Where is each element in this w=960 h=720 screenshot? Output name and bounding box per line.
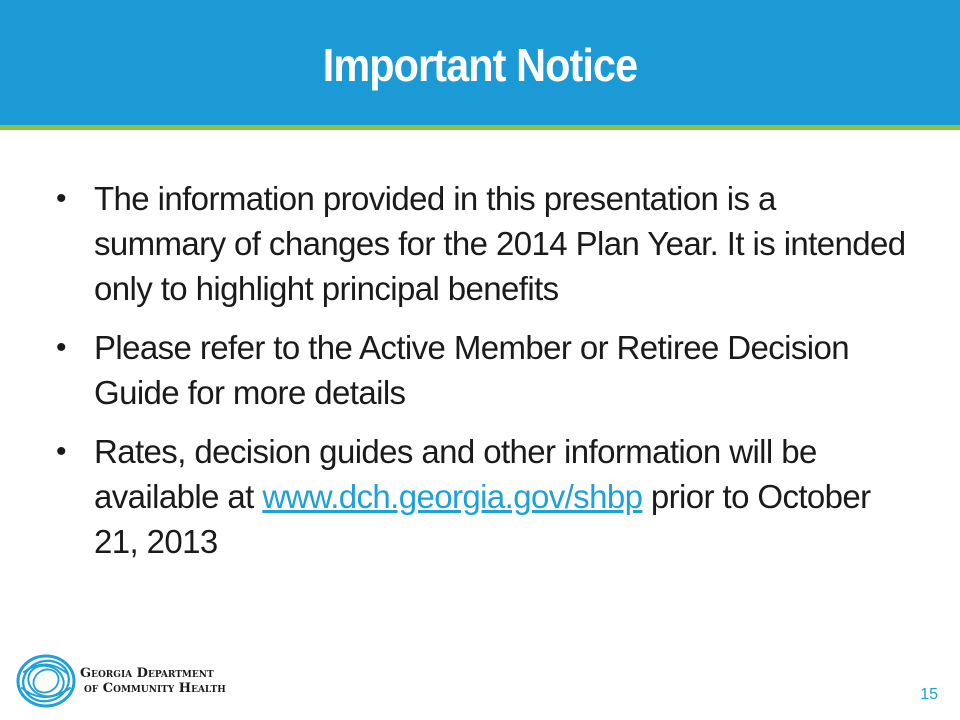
bullet-text-after: prior to October 21, 2013	[94, 478, 871, 560]
header-accent-line	[0, 125, 960, 130]
bullet-text: Please refer to the Active Member or Retiree Decision Guide for more details	[94, 329, 850, 411]
bullet-text	[94, 429, 914, 564]
org-name-line2: of Community Health	[84, 681, 226, 696]
bullet-item	[52, 176, 932, 311]
bullet-dot: •	[56, 435, 66, 468]
bullet-text: The information provided in this presentation is a summary of changes for the 2014 Plan Year. It is intended only to highlight principal benefits	[94, 180, 906, 307]
bullet-dot: •	[56, 182, 66, 215]
bullet-text-before: Rates, decision guides and other information will be available at	[94, 433, 817, 515]
shbp-link[interactable]: www.dch.georgia.gov/shbp	[262, 478, 643, 515]
bullet-list	[52, 176, 932, 578]
org-name	[80, 666, 226, 696]
bullet-item	[52, 429, 932, 564]
page-number: 15	[920, 686, 938, 703]
bullet-dot: •	[56, 331, 66, 364]
org-name-line1: Georgia Department	[80, 666, 214, 681]
slide-title: Important Notice	[322, 39, 638, 91]
swirl-logo-icon	[14, 652, 78, 710]
bullet-item	[52, 325, 932, 415]
